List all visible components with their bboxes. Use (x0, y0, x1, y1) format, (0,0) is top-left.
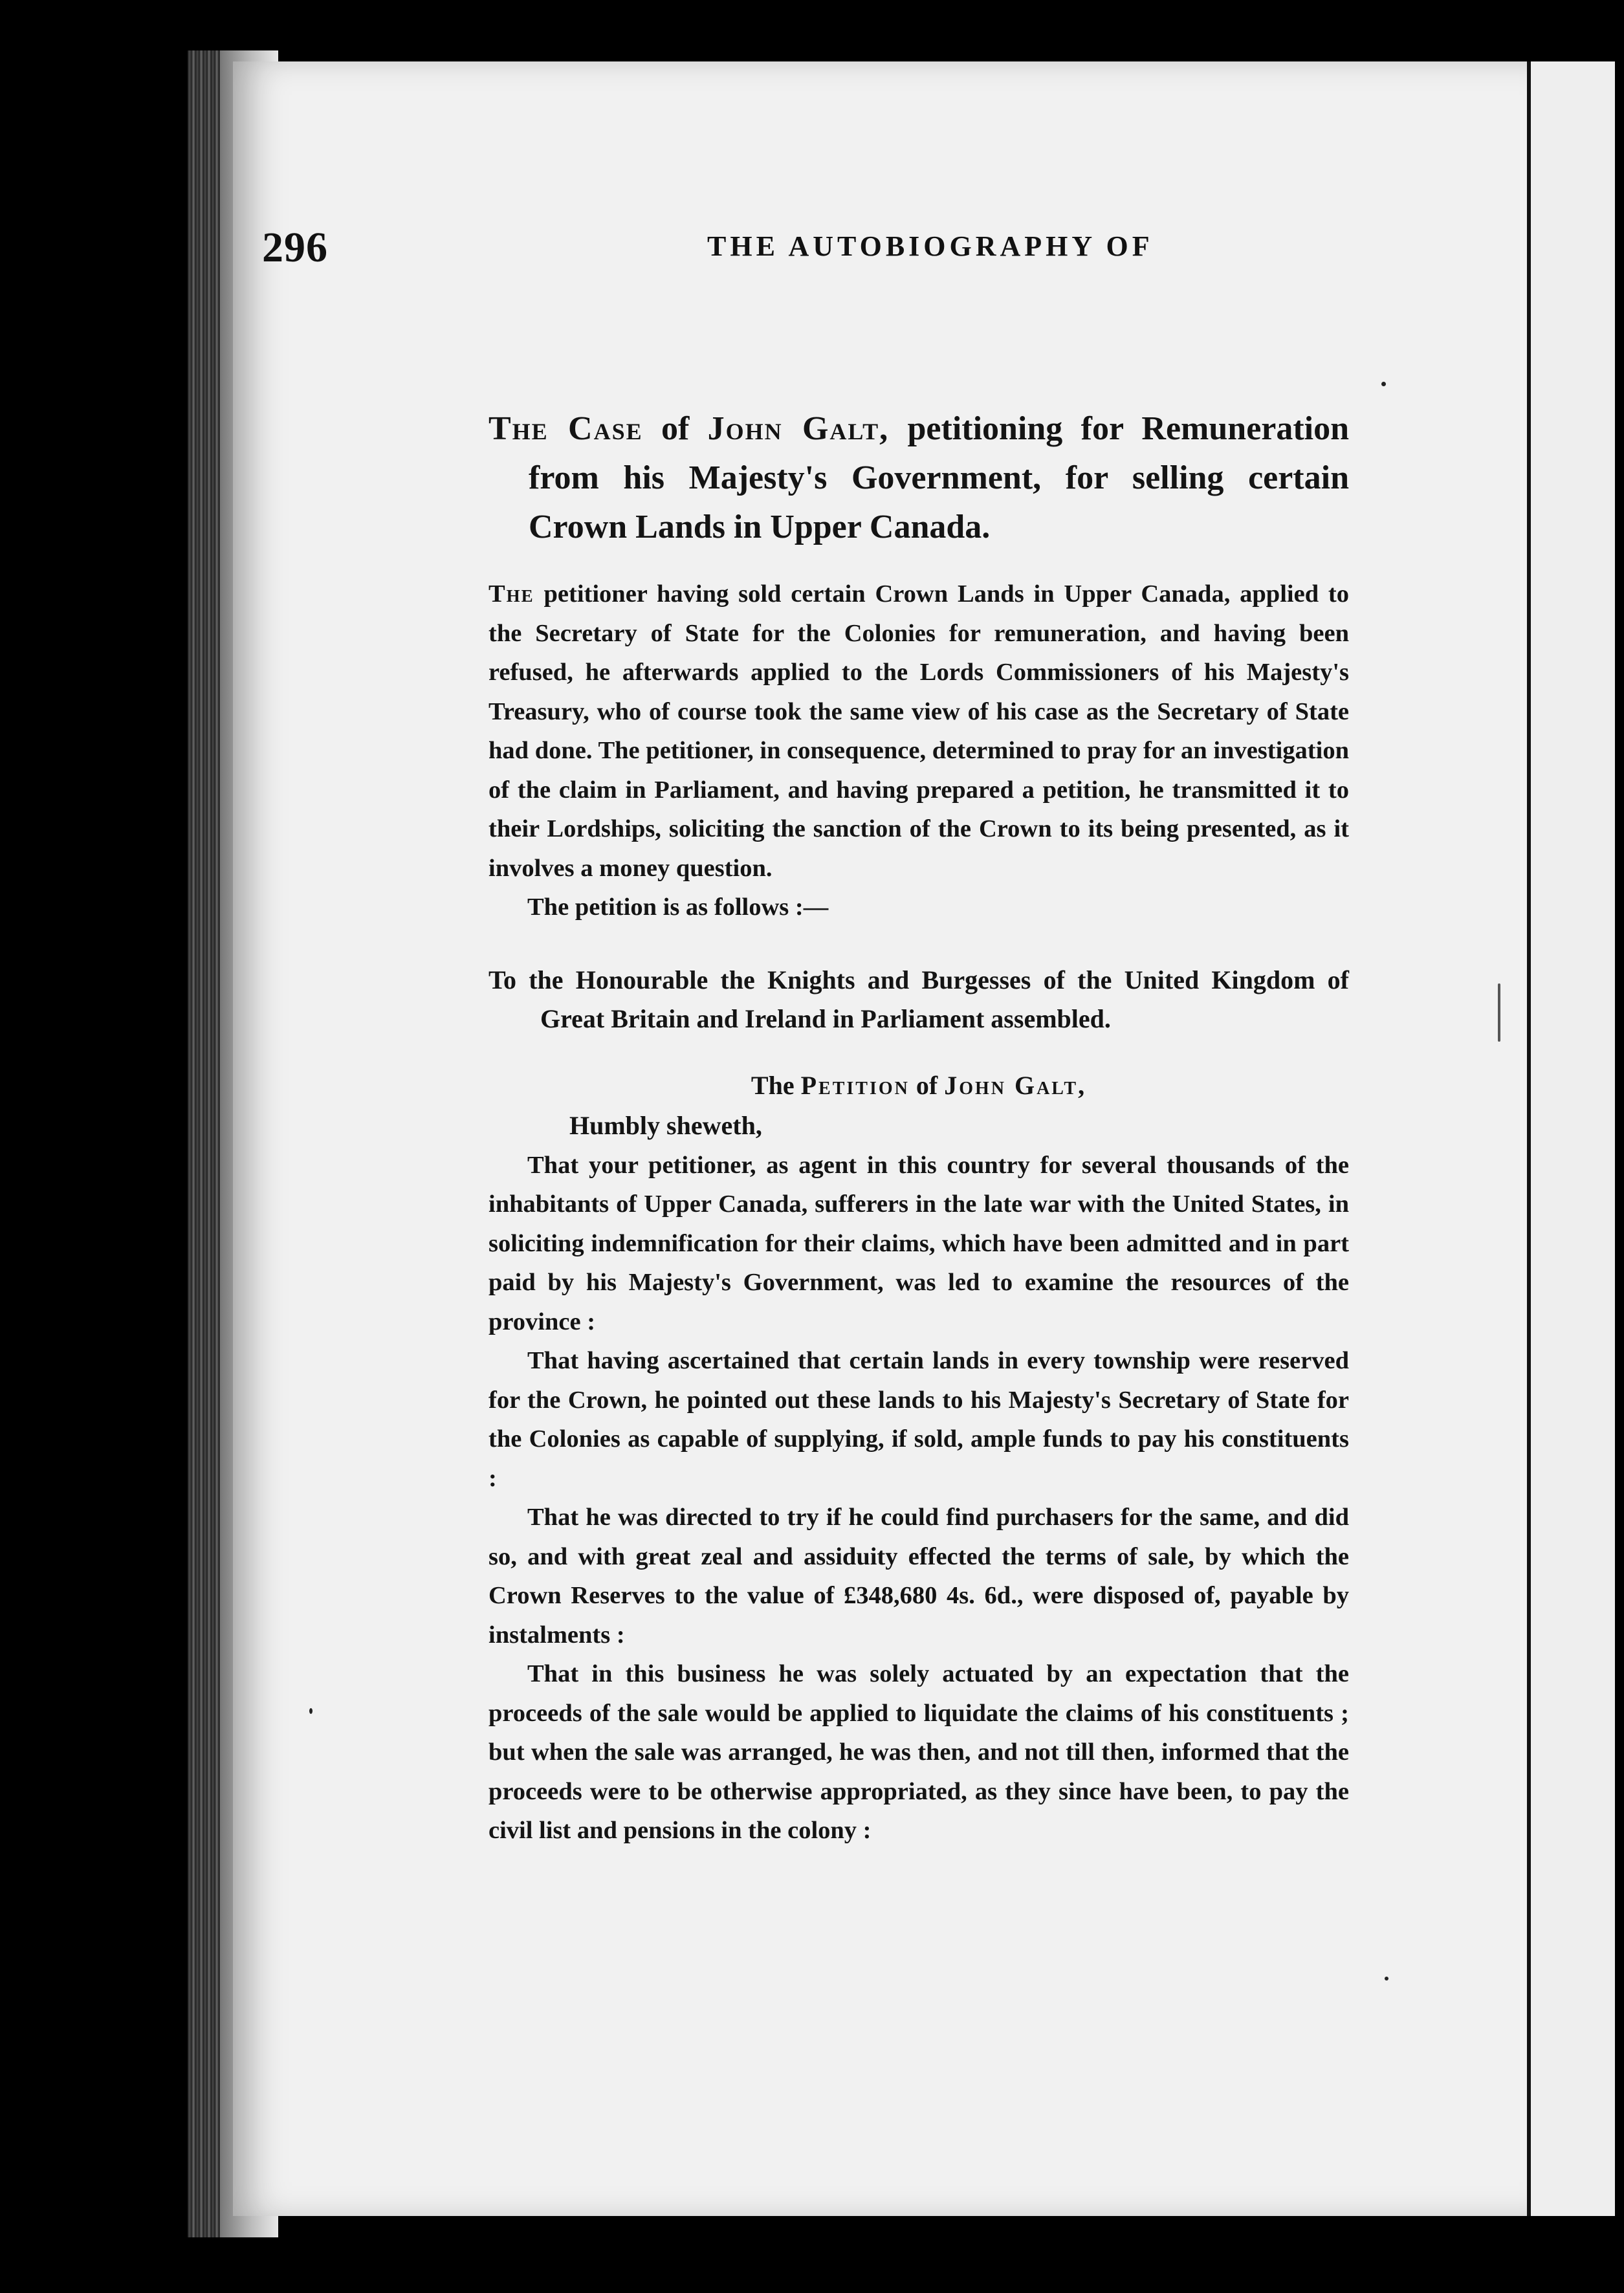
petition-address: To the Honourable the Knights and Burgesses of the United Kingdom of Great Britain and Ireland in Parliament assembled. (488, 965, 1349, 1033)
petition-paragraph: That having ascertained that certain lands in every township were reserved for the Crown, he pointed out these lands to his Majesty's Secretary of State for the Colonies as capable of supplying, if sold, ample funds to pay his constituents : (488, 1347, 1349, 1492)
petition-title-of: of (916, 1070, 938, 1100)
page-body (488, 404, 1349, 1850)
petition-title (488, 1066, 1349, 1106)
section-heading (488, 404, 1349, 552)
heading-name: John Galt, (707, 410, 890, 447)
running-title: THE AUTOBIOGRAPHY OF (707, 230, 1154, 262)
heading-rest: petitioning for Remuneration from his Majesty's Government, for selling certain Crown Lands in Upper Canada. (529, 410, 1350, 545)
heading-case-word: The Case (488, 410, 643, 447)
intro-paragraph (488, 575, 1349, 888)
petition-paragraph: That your petitioner, as agent in this country for several thousands of the inhabitants of Upper Canada, sufferers in the late war with the United States, in soliciting indemnification for their claims, which have been admitted and in part paid by his Majesty's Government, was led to examine the resources of the province : (488, 1151, 1349, 1335)
page-number: 296 (262, 224, 328, 271)
facing-page-edge (1527, 61, 1615, 2216)
petition-title-prefix: The (751, 1070, 795, 1100)
petition-paragraph: That he was directed to try if he could find purchasers for the same, and did so, and with great zeal and assiduity effected the terms of sale, by which the Crown Reserves to the value of £348,680 4s. 6d., were disposed of, payable by instalments : (488, 1504, 1349, 1649)
petition-title-word: Petition (800, 1070, 910, 1100)
intro-text: petitioner having sold certain Crown Lands in Upper Canada, applied to the Secretary of State for the Colonies for remuneration, and having been refused, he afterwards applied to the Lords Commissioners of his Majesty's Treasury, who of course took the same view of his case as the Secretary of State had done. The petitioner, in consequence, determined to pray for an investigation of the claim in Parliament, and having prepared a petition, he transmitted it to their Lordships, soliciting the sanction of the Crown to its being presented, as it involves a money question. (488, 580, 1349, 882)
intro-lead-word: The (488, 580, 534, 608)
petition-salutation: Humbly sheweth, (569, 1110, 762, 1140)
heading-of-word: of (661, 410, 690, 447)
petition-title-name: John Galt, (944, 1070, 1087, 1100)
petition-intro-line: The petition is as follows :— (527, 894, 829, 921)
running-head (262, 223, 1330, 294)
petition-paragraph: That in this business he was solely actuated by an expectation that the proceeds of the sale would be applied to liquidate the claims of his constituents ; but when the sale was arranged, he was then, and not till then, informed that the proceeds were to be otherwise appropriated, as they since have been, to pay the civil list and pensions in the colony : (488, 1660, 1349, 1844)
